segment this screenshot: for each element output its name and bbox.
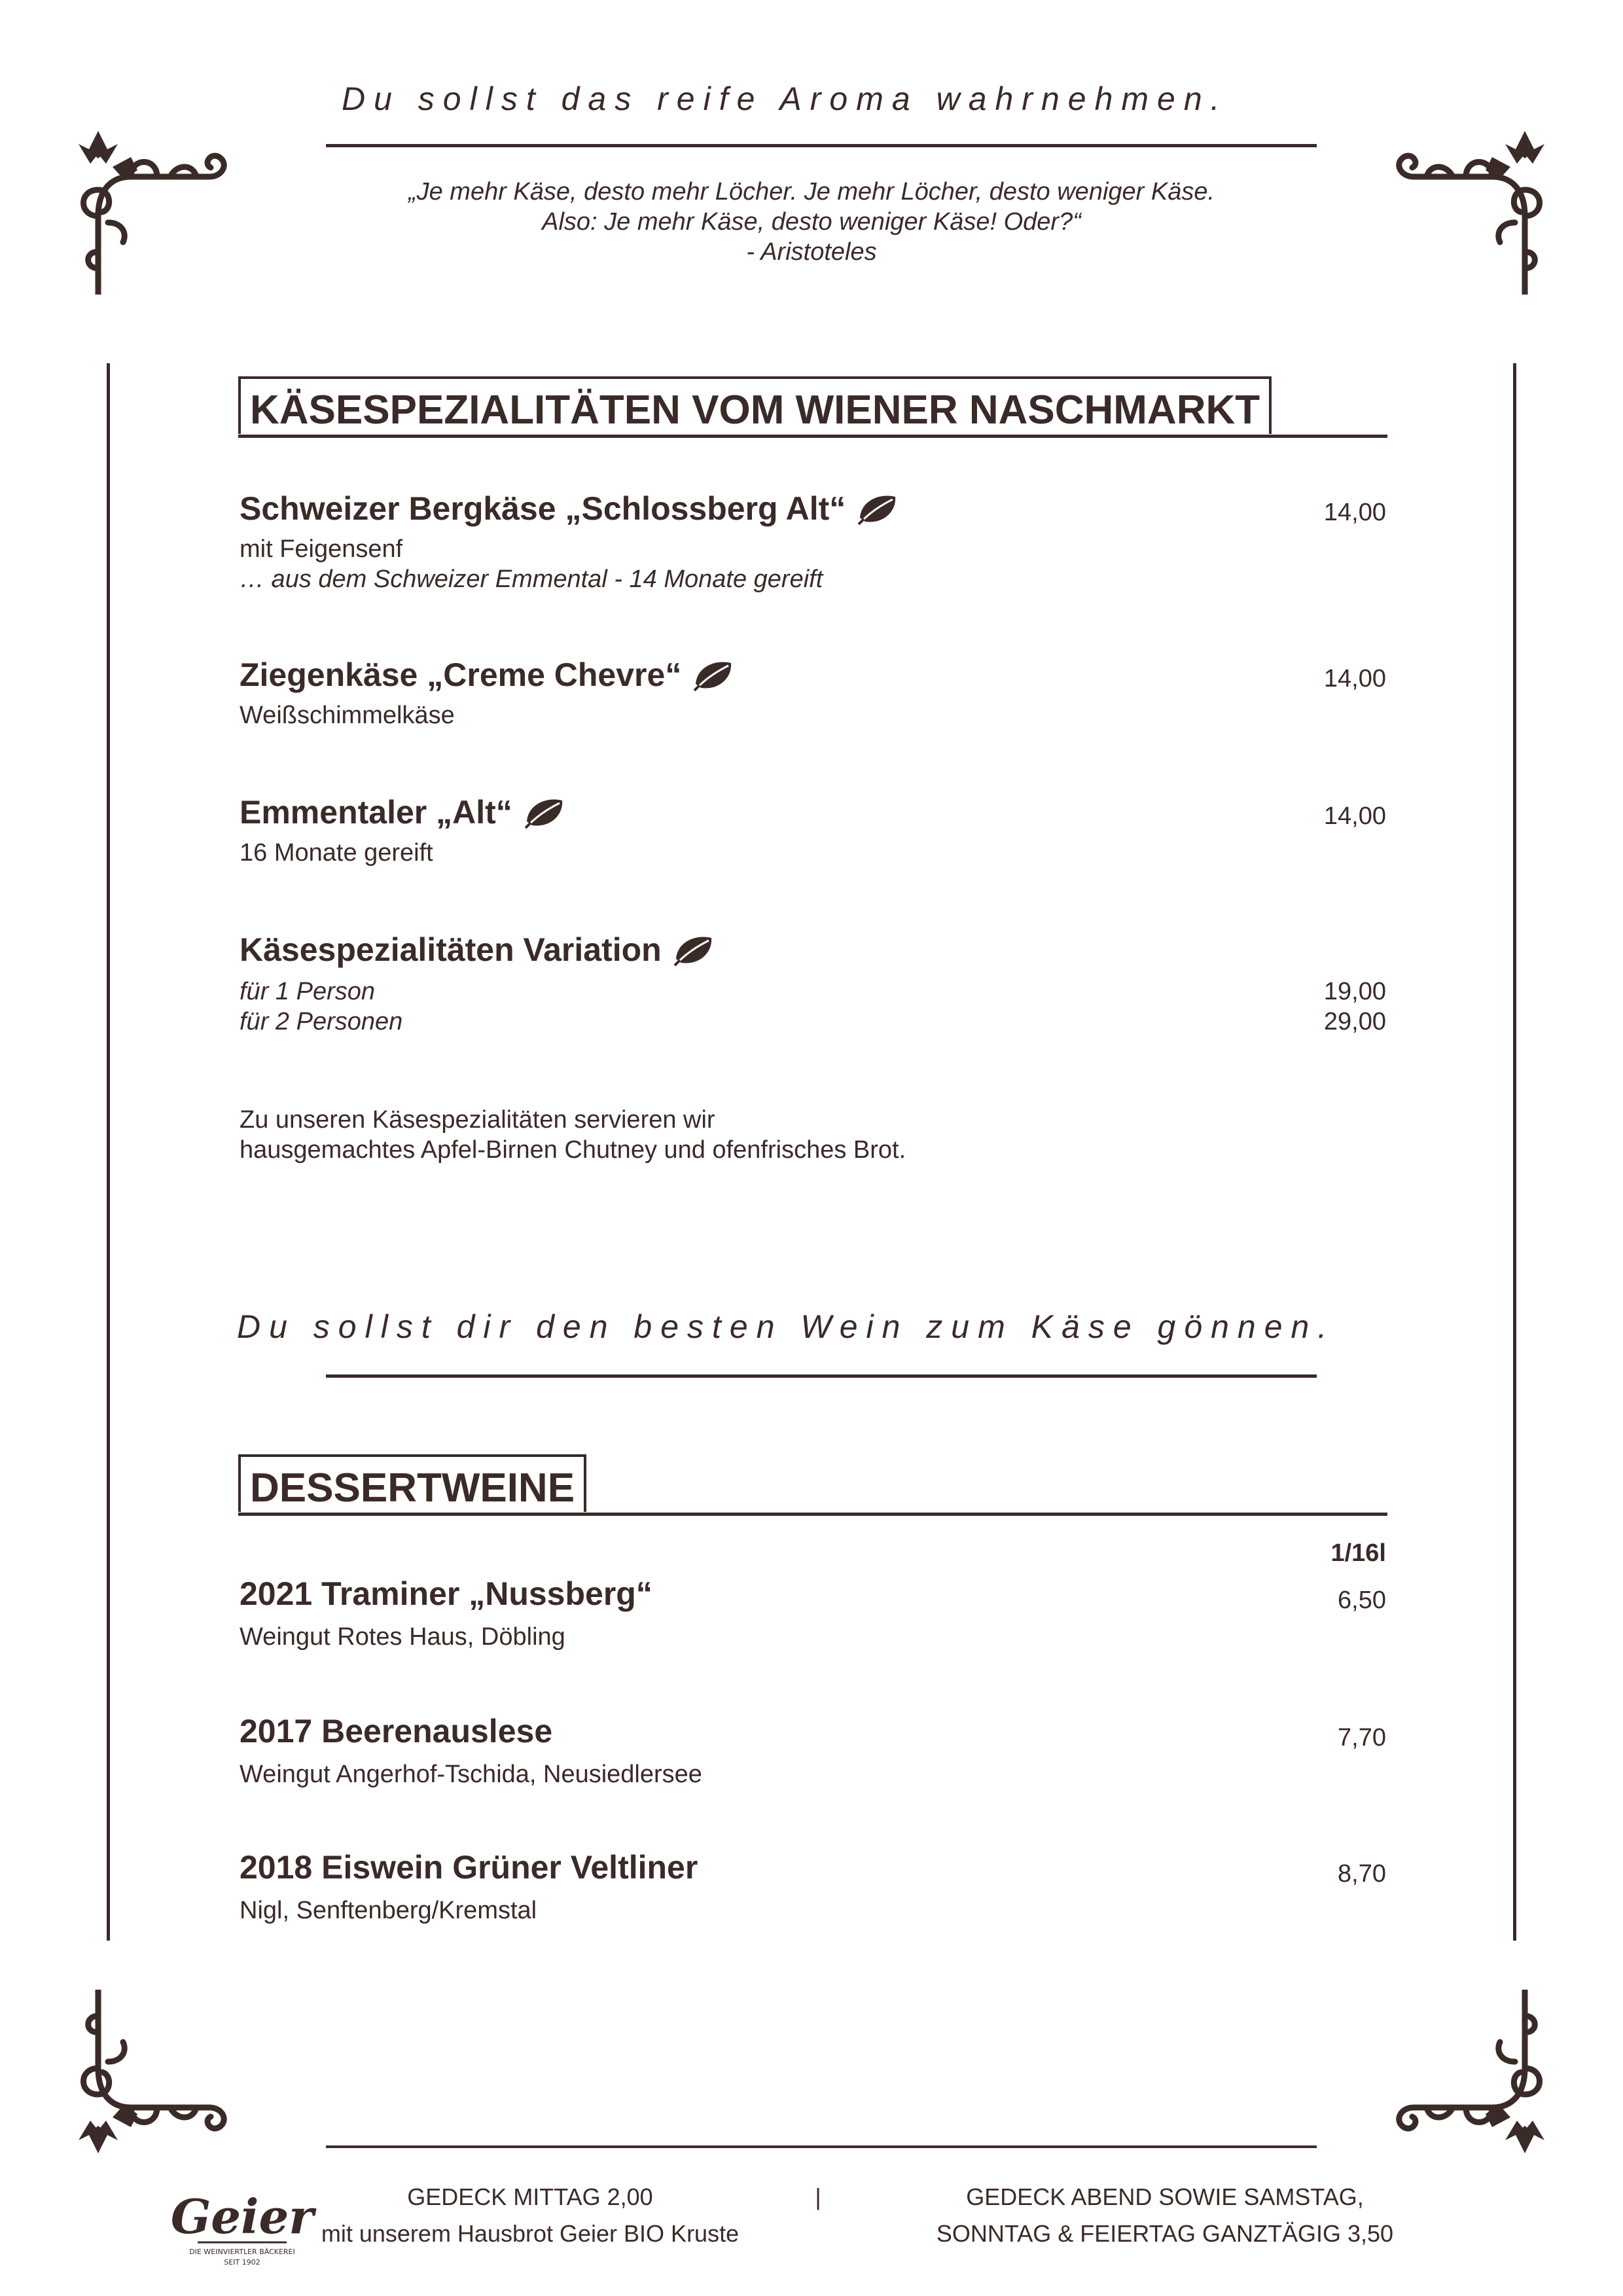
- wine-item-3-name: 2018 Eiswein Grüner Veltliner: [240, 1849, 698, 1886]
- leaf-icon: [673, 933, 715, 967]
- cheese-item-1-desc: mit Feigensenf: [240, 535, 403, 563]
- cheese-item-1-price: 14,00: [1323, 499, 1386, 526]
- footer-right-line-1: GEDECK ABEND SOWIE SAMSTAG,: [966, 2183, 1364, 2210]
- leaf-icon: [857, 492, 899, 526]
- cheese-item-3-desc: 16 Monate gereift: [240, 839, 433, 867]
- logo-subtitle: DIE WEINVIERTLER BÄCKEREI: [189, 2248, 295, 2256]
- cheese-item-1: [240, 490, 899, 528]
- cheese-note-line-2: hausgemachtes Apfel-Birnen Chutney und ofenfrisches Brot.: [240, 1136, 906, 1164]
- middle-tagline: Du sollst dir den besten Wein zum Käse gönnen.: [237, 1308, 1336, 1345]
- wine-item-3-price: 8,70: [1338, 1860, 1386, 1888]
- cheese-option-1-label: für 1 Person: [240, 978, 375, 1005]
- corner-ornament-bottom-left: [72, 1990, 242, 2166]
- cheese-item-4: [240, 931, 715, 969]
- cheese-option-2-label: für 2 Personen: [240, 1008, 403, 1035]
- wine-item-2-desc: Weingut Angerhof-Tschida, Neusiedlersee: [240, 1761, 702, 1788]
- footer-left-line-1: GEDECK MITTAG 2,00: [407, 2183, 653, 2210]
- wine-item-2-name: 2017 Beerenauslese: [240, 1713, 553, 1749]
- geier-logo: [170, 2179, 314, 2278]
- leaf-icon: [693, 658, 735, 692]
- cheese-option-1-price: 19,00: [1323, 978, 1386, 1005]
- cheese-option-2-price: 29,00: [1323, 1008, 1386, 1035]
- footer-right-line-2: SONNTAG & FEIERTAG GANZTÄGIG 3,50: [936, 2220, 1394, 2247]
- quote-author: - Aristoteles: [746, 238, 877, 266]
- wine-item-3-desc: Nigl, Senftenberg/Kremstal: [240, 1897, 537, 1924]
- cheese-item-1-name: Schweizer Bergkäse „Schlossberg Alt“: [240, 490, 846, 527]
- cheese-item-2: [240, 656, 735, 694]
- wine-unit-label: 1/16l: [1330, 1539, 1386, 1567]
- top-rule: [326, 144, 1317, 147]
- quote-line-1: „Je mehr Käse, desto mehr Löcher. Je mehr Löcher, desto weniger Käse.: [408, 178, 1215, 206]
- cheese-heading-rule: [238, 435, 1387, 438]
- cheese-item-2-price: 14,00: [1323, 665, 1386, 692]
- cheese-item-4-name: Käsespezialitäten Variation: [240, 931, 662, 968]
- logo-wordmark: Geier: [170, 2189, 314, 2244]
- cheese-item-2-name: Ziegenkäse „Creme Chevre“: [240, 656, 682, 693]
- logo-since: SEIT 1902: [224, 2258, 260, 2267]
- cheese-item-2-desc: Weißschimmelkäse: [240, 702, 455, 729]
- wine-item-1-desc: Weingut Rotes Haus, Döbling: [240, 1623, 565, 1651]
- footer-separator: |: [815, 2183, 821, 2210]
- quote-line-2: Also: Je mehr Käse, desto weniger Käse! Oder?“: [542, 208, 1081, 236]
- cheese-item-1-desc-2: … aus dem Schweizer Emmental - 14 Monate gereift: [240, 565, 823, 593]
- cheese-item-3-name: Emmentaler „Alt“: [240, 794, 512, 831]
- top-tagline: Du sollst das reife Aroma wahrnehmen.: [342, 81, 1228, 117]
- frame-right-line: [1513, 363, 1516, 1941]
- leaf-icon: [524, 795, 566, 829]
- cheese-section-heading: KÄSESPEZIALITÄTEN VOM WIENER NASCHMARKT: [238, 376, 1272, 434]
- wine-section-heading: DESSERTWEINE: [238, 1454, 586, 1512]
- wine-item-2-price: 7,70: [1338, 1724, 1386, 1751]
- wine-heading-rule: [238, 1513, 1387, 1516]
- corner-ornament-bottom-right: [1381, 1990, 1551, 2166]
- footer-rule: [326, 2145, 1317, 2148]
- wine-item-1-price: 6,50: [1338, 1587, 1386, 1614]
- wine-item-1-name: 2021 Traminer „Nussberg“: [240, 1575, 652, 1612]
- middle-rule: [326, 1374, 1317, 1378]
- footer-left-line-2: mit unserem Hausbrot Geier BIO Kruste: [321, 2220, 740, 2247]
- frame-left-line: [107, 363, 110, 1941]
- cheese-item-3: [240, 793, 566, 831]
- cheese-note-line-1: Zu unseren Käsespezialitäten servieren wir: [240, 1106, 715, 1134]
- cheese-item-3-price: 14,00: [1323, 802, 1386, 830]
